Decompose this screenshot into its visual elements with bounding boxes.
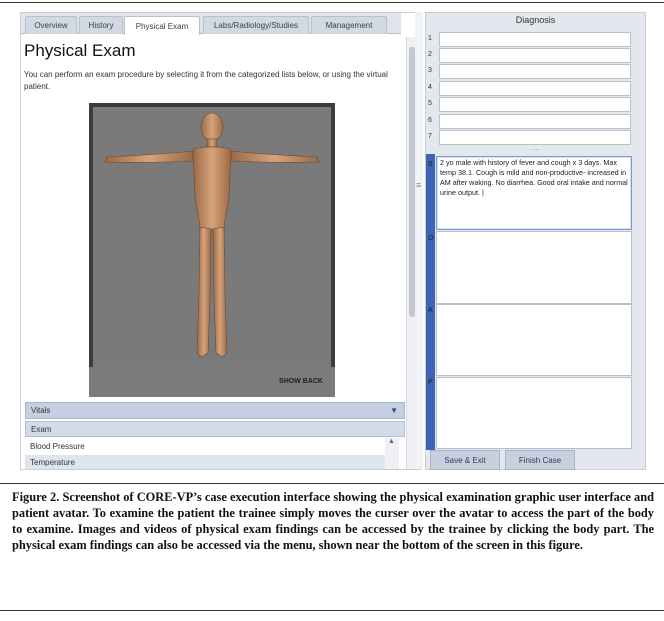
diagnosis-number: 1	[428, 35, 432, 42]
physical-exam-panel	[20, 12, 421, 470]
diagnosis-number: 7	[428, 133, 432, 140]
diagnosis-field[interactable]	[439, 32, 631, 47]
diagnosis-field[interactable]	[439, 81, 631, 96]
page-title: Physical Exam	[24, 41, 136, 60]
panel-splitter[interactable]	[415, 12, 423, 468]
figure-caption: Figure 2. Screenshot of CORE-VP’s case execution interface showing the physical examination graphic user interface and patient avatar. To examine the patient the trainee simply moves the curser over the avatar to access the part of the body to examine. Images and videos of physical exam findings can be accessed by the trainee by clicking the body part. The physical exam findings can also be accessed via the menu, shown near the bottom of the screen in this figure.	[12, 490, 654, 552]
tab-overview[interactable]: Overview	[25, 16, 77, 34]
soap-label-o: O	[428, 235, 434, 242]
diagnosis-title: Diagnosis	[515, 15, 556, 25]
assessment-textarea[interactable]	[436, 304, 632, 376]
finish-case-button[interactable]: Finish Case	[505, 450, 575, 470]
soap-sidebar	[426, 154, 435, 450]
tab-management[interactable]: Management	[311, 16, 387, 34]
resize-handle[interactable]: ....	[532, 146, 539, 152]
list-item[interactable]	[25, 455, 385, 469]
intro-text: You can perform an exam procedure by selecting it from the categorized lists below, or using the virtual patient.	[24, 70, 388, 91]
blood-pressure-label: Blood Pressure	[30, 441, 85, 451]
scroll-up-icon[interactable]: ▲	[388, 438, 395, 445]
exam-accordion-header[interactable]	[25, 421, 405, 437]
diagnosis-field[interactable]	[439, 97, 631, 112]
tab-physical-exam[interactable]: Physical Exam	[124, 16, 200, 35]
diagnosis-number: 4	[428, 84, 432, 91]
diagnosis-panel	[425, 12, 646, 470]
splitter-grip-icon[interactable]: ≡	[416, 180, 422, 190]
vitals-label: Vitals	[31, 406, 51, 415]
bottom-rule	[0, 610, 664, 611]
save-exit-button[interactable]: Save & Exit	[430, 450, 500, 470]
diagnosis-field[interactable]	[439, 114, 631, 129]
show-back-bar	[89, 367, 335, 397]
virtual-patient-viewer	[89, 103, 335, 397]
patient-avatar[interactable]	[93, 107, 331, 367]
menu-scrollbar[interactable]	[385, 438, 399, 469]
avatar-stage	[93, 107, 331, 367]
diagnosis-field[interactable]	[439, 48, 631, 63]
temperature-label: Temperature	[30, 457, 75, 467]
diagnosis-number: 6	[428, 117, 432, 124]
diagnosis-field[interactable]	[439, 130, 631, 145]
diagnosis-number: 3	[428, 67, 432, 74]
top-rule	[0, 2, 664, 3]
subjective-textarea[interactable]	[436, 156, 632, 230]
chevron-down-icon[interactable]: ▼	[390, 406, 398, 415]
diagnosis-field[interactable]	[439, 64, 631, 79]
diagnosis-number: 2	[428, 51, 432, 58]
vitals-accordion-header[interactable]	[25, 402, 405, 419]
caption-rule	[0, 483, 664, 484]
soap-label-a: A	[428, 307, 433, 314]
exam-label: Exam	[31, 424, 52, 434]
list-item[interactable]	[25, 438, 405, 454]
subjective-text: 2 yo male with history of fever and cough x 3 days. Max temp 38.1. Cough is mild and non-productive- increased in AM after waking. No diarrhea. Good oral intake and normal urine output. |	[440, 158, 628, 197]
soap-label-s: S	[428, 161, 433, 168]
tab-bar	[21, 13, 401, 34]
objective-textarea[interactable]	[436, 231, 632, 304]
tab-history[interactable]: History	[79, 16, 123, 34]
diagnosis-number: 5	[428, 100, 432, 107]
show-back-button[interactable]: SHOW BACK	[279, 378, 323, 385]
soap-label-p: P	[428, 379, 433, 386]
tab-labs-radiology-studies[interactable]: Labs/Radiology/Studies	[203, 16, 309, 34]
plan-textarea[interactable]	[436, 377, 632, 449]
